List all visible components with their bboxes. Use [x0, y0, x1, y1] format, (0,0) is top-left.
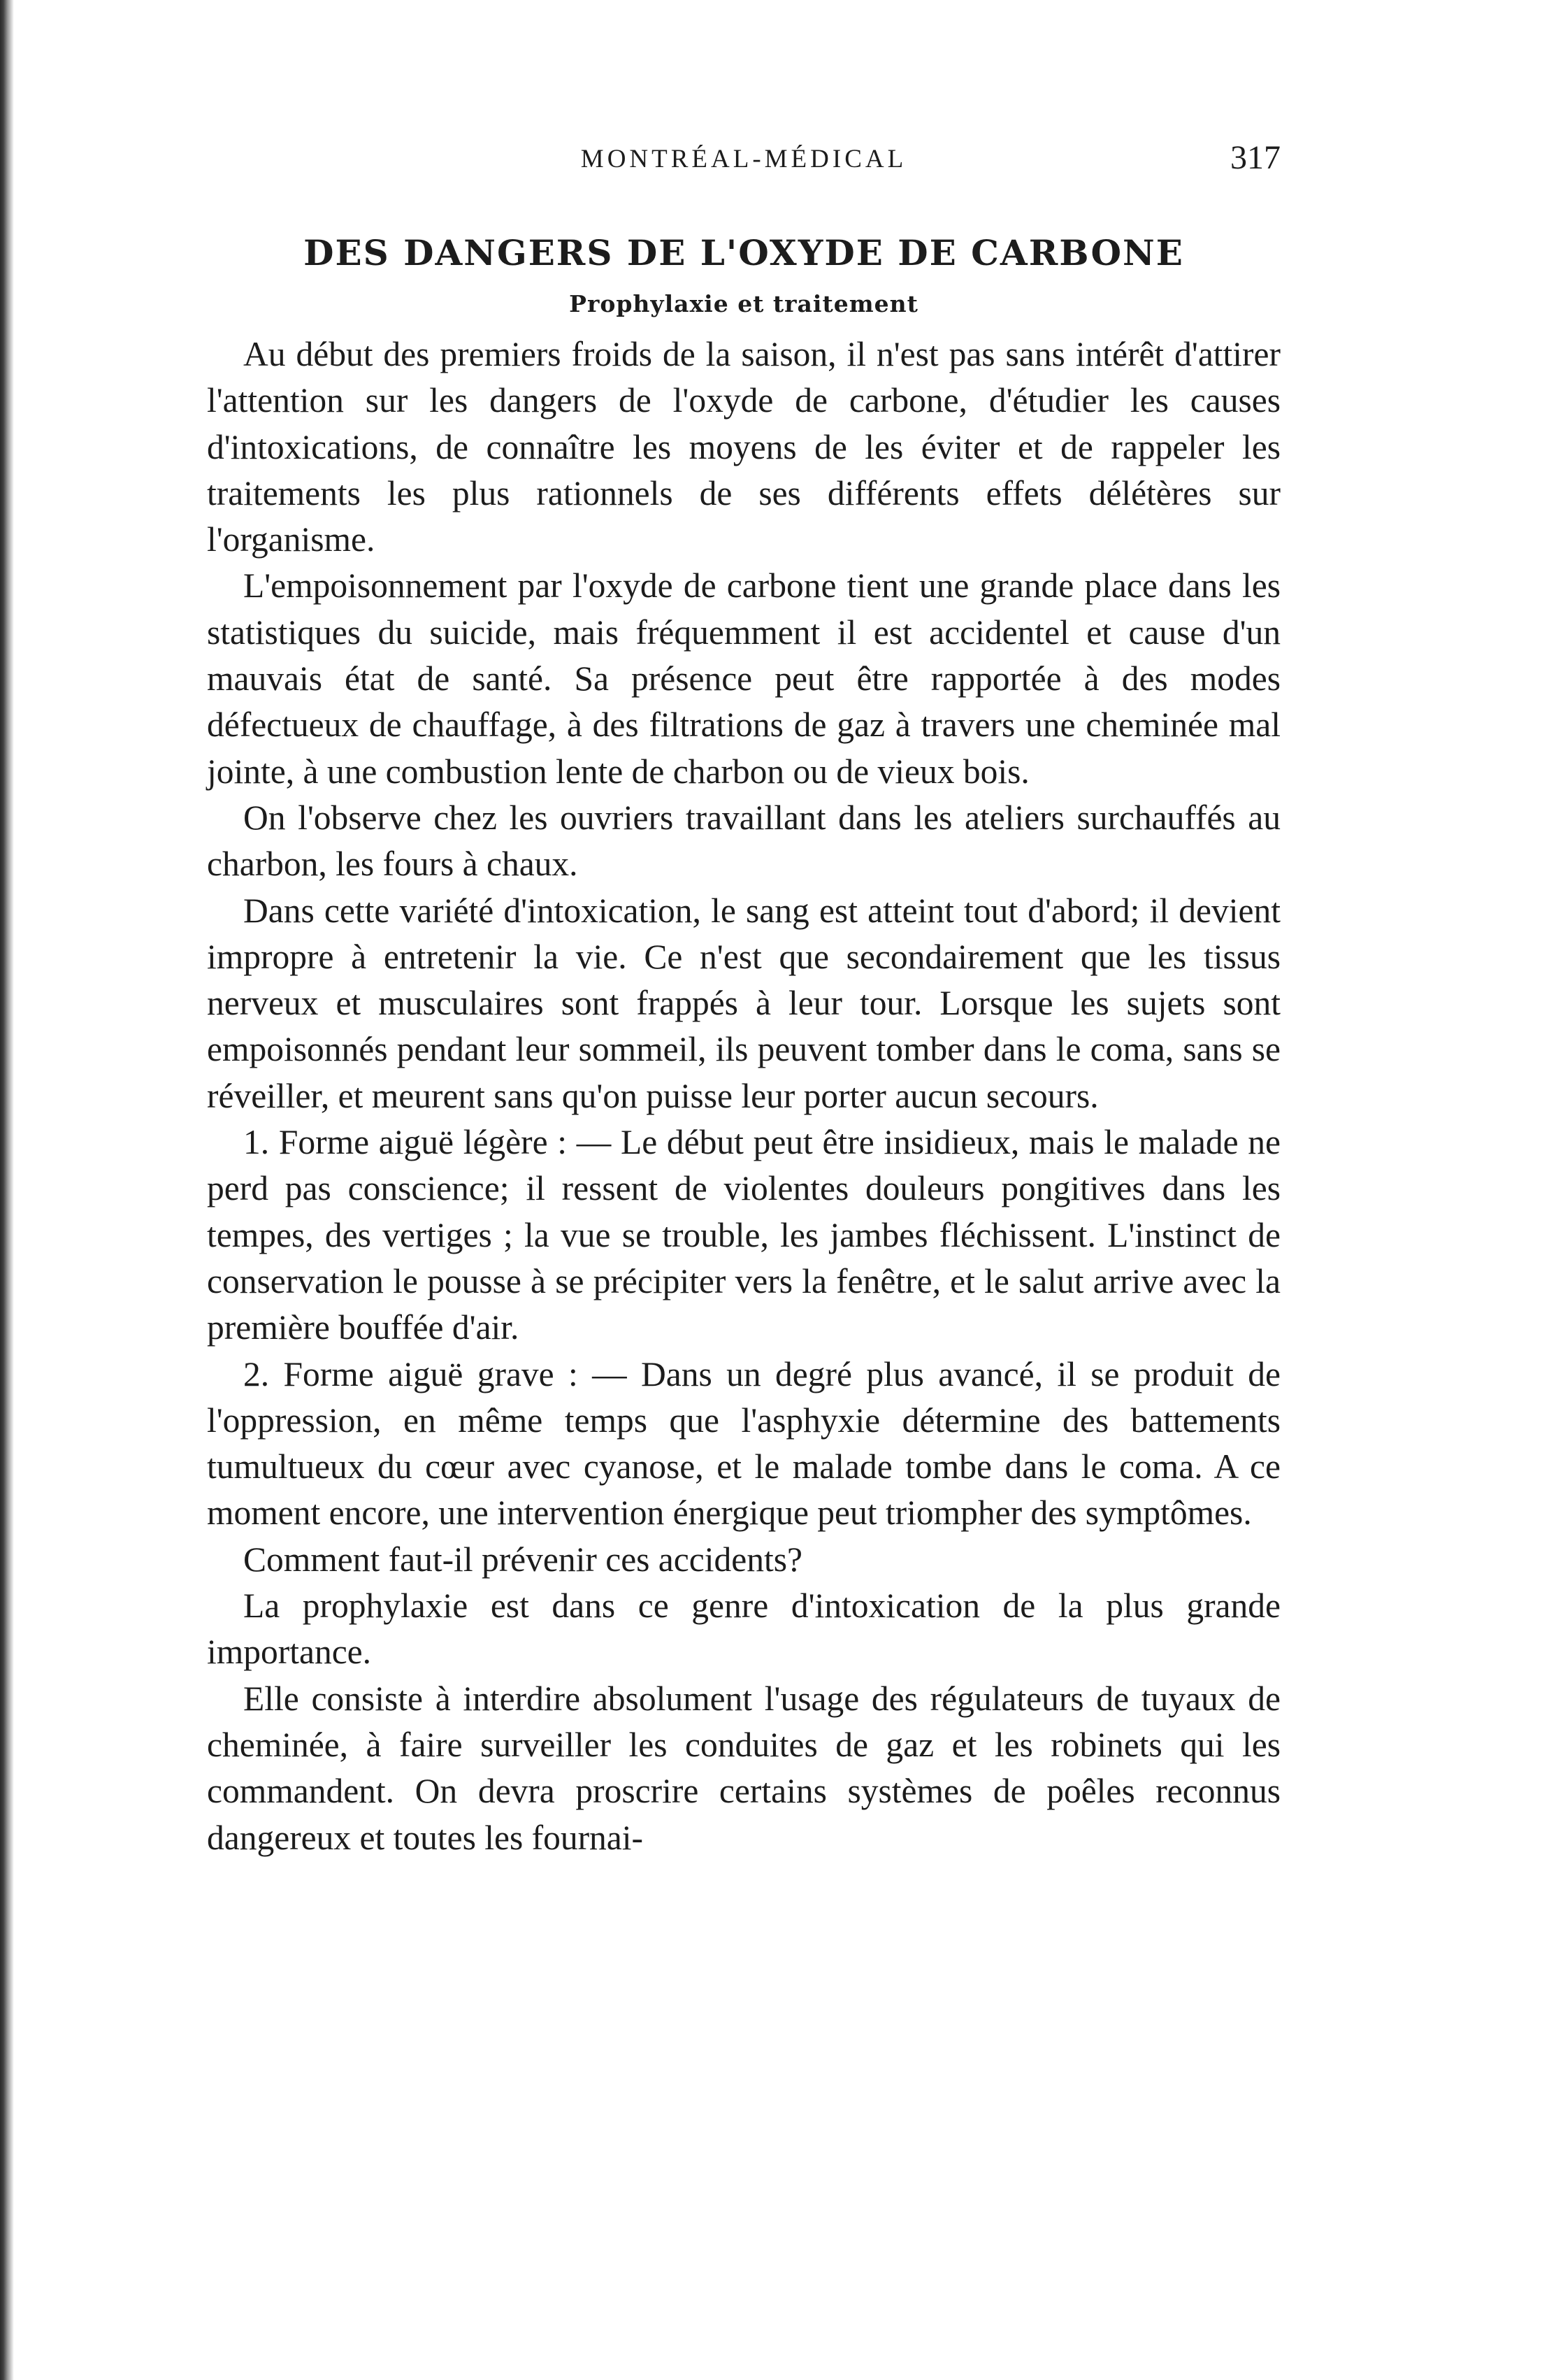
- paragraph-workers: On l'observe chez les ouvriers travaillant dans les ateliers surchauffés au charbon, les fours à chaux.: [207, 798, 1281, 884]
- page-number: 317: [1230, 139, 1281, 176]
- paragraph-severe-form: 2. Forme aiguë grave : — Dans un degré plus avancé, il se produit de l'oppression, en même temps que l'asphyxie détermine des battements tumultueux du cœur avec cyanose, et le malade tombe dans le coma. A ce moment encore, une intervention énergique peut triompher des symptômes.: [207, 1354, 1281, 1533]
- article-title: DES DANGERS DE L'OXYDE DE CARBONE: [303, 232, 1184, 273]
- paragraph-causes: L'empoisonnement par l'oxyde de carbone tient une grande place dans les statistiques du suicide, mais fréquemment il est accidentel et cause d'un mauvais état de santé. Sa présence peut être rapportée à des modes défectueux de chauffage, à des filtrations de gaz à travers une cheminée mal jointe, à une combustion lente de charbon ou de vieux bois.: [207, 566, 1281, 791]
- paragraph-prophylaxis: La prophylaxie est dans ce genre d'intoxication de la plus grande importance.: [207, 1586, 1281, 1672]
- paragraph-mechanism: Dans cette variété d'intoxication, le sang est atteint tout d'abord; il devient impropre à entretenir la vie. Ce n'est que secondairement que les tissus nerveux et musculaires sont frappés à leur tour. Lorsque les sujets sont empoisonnés pendant leur sommeil, ils peuvent tomber dans le coma, sans se réveiller, et meurent sans qu'on puisse leur porter aucun secours.: [207, 891, 1281, 1115]
- document-page: [207, 126, 1281, 1861]
- paragraph-question: Comment faut-il prévenir ces accidents?: [243, 1540, 802, 1579]
- paragraph-mild-form: 1. Forme aiguë légère : — Le début peut être insidieux, mais le malade ne perd pas conscience; il ressent de violentes douleurs pongitives dans les tempes, des vertiges ; la vue se trouble, les jambes fléchissent. L'instinct de conservation le pousse à se précipiter vers la fenêtre, et le salut arrive avec la première bouffée d'air.: [207, 1123, 1281, 1347]
- article-subtitle: Prophylaxie et traitement: [569, 290, 919, 317]
- scan-edge-shadow: [0, 0, 14, 2380]
- article-body: [207, 331, 1281, 1861]
- paragraph-measures: Elle consiste à interdire absolument l'usage des régulateurs de tuyaux de cheminée, à faire surveiller les conduites de gaz et les robinets qui les commandent. On devra proscrire certains systèmes de poêles reconnus dangereux et toutes les fournai-: [207, 1679, 1281, 1857]
- running-header: [207, 126, 1281, 203]
- paragraph-intro: Au début des premiers froids de la saison, il n'est pas sans intérêt d'attirer l'attention sur les dangers de l'oxyde de carbone, d'étudier les causes d'intoxications, de connaître les moyens de les éviter et de rappeler les traitements les plus rationnels de ses différents effets délétères sur l'organisme.: [207, 335, 1281, 559]
- journal-name: MONTRÉAL-MÉDICAL: [580, 145, 907, 173]
